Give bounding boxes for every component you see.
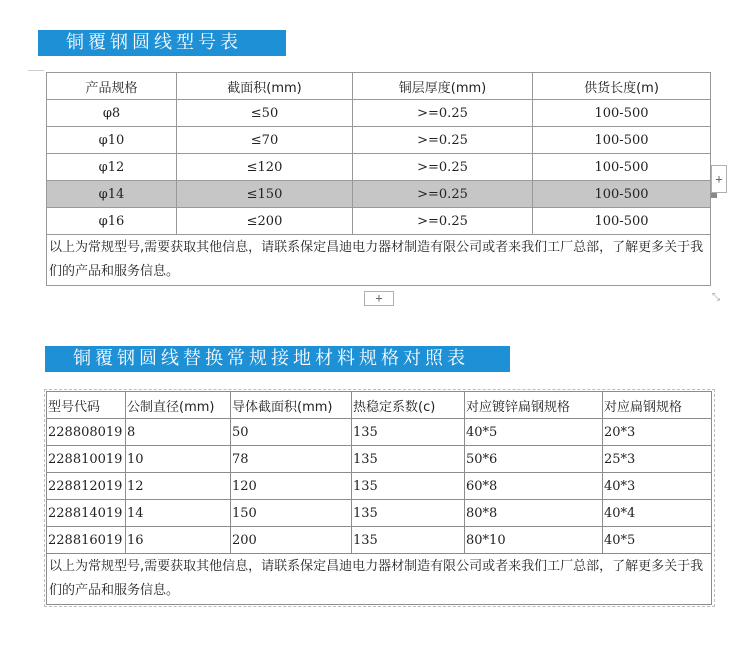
- table-cell: 100-500: [533, 154, 711, 181]
- table-cell: 8: [126, 419, 231, 446]
- table-cell: 228816019: [47, 527, 126, 554]
- table-cell: 228814019: [47, 500, 126, 527]
- table-cell: 228810019: [47, 446, 126, 473]
- header-cell: 公制直径(mm): [126, 392, 231, 419]
- comparison-table: [46, 391, 712, 605]
- table-cell: 135: [352, 446, 465, 473]
- table-cell: 100-500: [533, 181, 711, 208]
- table-cell: ≤50: [177, 100, 353, 127]
- table-cell: 60*8: [465, 473, 603, 500]
- table-cell: 14: [126, 500, 231, 527]
- table-cell: φ8: [47, 100, 177, 127]
- table-cell: 25*3: [603, 446, 712, 473]
- table-cell: 40*3: [603, 473, 712, 500]
- table-cell: 50*6: [465, 446, 603, 473]
- add-row-button[interactable]: +: [364, 291, 394, 306]
- header-cell: 铜层厚度(mm): [353, 73, 533, 100]
- table-cell: 228812019: [47, 473, 126, 500]
- table-row: [47, 208, 711, 235]
- table-cell: >=0.25: [353, 208, 533, 235]
- table-cell: ≤150: [177, 181, 353, 208]
- add-column-button[interactable]: +: [711, 165, 727, 193]
- table-cell: 80*8: [465, 500, 603, 527]
- table-cell: >=0.25: [353, 181, 533, 208]
- table-cell: 20*3: [603, 419, 712, 446]
- table-cell: 200: [231, 527, 352, 554]
- table-cell: 135: [352, 500, 465, 527]
- table-row: [47, 446, 712, 473]
- table-cell: 40*4: [603, 500, 712, 527]
- table-note-row: [47, 554, 712, 605]
- table-header-row: [47, 73, 711, 100]
- table-row: [47, 154, 711, 181]
- table-note: 以上为常规型号,需要获取其他信息，请联系保定昌迪电力器材制造有限公司或者来我们工厂总部，了解更多关于我们的产品和服务信息。: [47, 235, 711, 286]
- model-table: [46, 72, 711, 286]
- table-cell: >=0.25: [353, 127, 533, 154]
- table-cell: φ14: [47, 181, 177, 208]
- table-row: [47, 473, 712, 500]
- table-cell: φ10: [47, 127, 177, 154]
- table-cell: 80*10: [465, 527, 603, 554]
- header-cell: 型号代码: [47, 392, 126, 419]
- table-cell: 40*5: [603, 527, 712, 554]
- table-header-row: [47, 392, 712, 419]
- header-cell: 对应镀锌扁钢规格: [465, 392, 603, 419]
- section-title-model-table: 铜覆钢圆线型号表: [38, 30, 286, 56]
- section-title-comparison-table: 铜覆钢圆线替换常规接地材料规格对照表: [45, 346, 510, 372]
- table-cell: ≤120: [177, 154, 353, 181]
- resize-handle-icon[interactable]: ⤡: [712, 292, 720, 303]
- table-row: [47, 127, 711, 154]
- table-cell: 40*5: [465, 419, 603, 446]
- table-row-selected[interactable]: [47, 181, 711, 208]
- table-cell: 100-500: [533, 100, 711, 127]
- table-cell: ≤70: [177, 127, 353, 154]
- table-cell: 12: [126, 473, 231, 500]
- table-row: [47, 527, 712, 554]
- table-cell: 150: [231, 500, 352, 527]
- table-cell: ≤200: [177, 208, 353, 235]
- table-cell: 135: [352, 473, 465, 500]
- table-row: [47, 419, 712, 446]
- table-cell: 78: [231, 446, 352, 473]
- header-cell: 供货长度(m): [533, 73, 711, 100]
- table-cell: 135: [352, 419, 465, 446]
- table-cell: 100-500: [533, 127, 711, 154]
- table-cell: φ16: [47, 208, 177, 235]
- comparison-table-frame: [44, 389, 715, 607]
- table-cell: 16: [126, 527, 231, 554]
- table-cell: 120: [231, 473, 352, 500]
- header-cell: 截面积(mm): [177, 73, 353, 100]
- header-cell: 产品规格: [47, 73, 177, 100]
- table-cell: >=0.25: [353, 100, 533, 127]
- header-cell: 热稳定系数(c): [352, 392, 465, 419]
- table-cell: 228808019: [47, 419, 126, 446]
- table-cell: φ12: [47, 154, 177, 181]
- table-cell: 135: [352, 527, 465, 554]
- table-note: 以上为常规型号,需要获取其他信息，请联系保定昌迪电力器材制造有限公司或者来我们工厂总部，了解更多关于我们的产品和服务信息。: [47, 554, 712, 605]
- header-cell: 导体截面积(mm): [231, 392, 352, 419]
- table-cell: >=0.25: [353, 154, 533, 181]
- divider: [28, 70, 44, 71]
- table-note-row: [47, 235, 711, 286]
- table-row: [47, 500, 712, 527]
- table-cell: 10: [126, 446, 231, 473]
- table-cell: 100-500: [533, 208, 711, 235]
- table-row: [47, 100, 711, 127]
- table-cell: 50: [231, 419, 352, 446]
- header-cell: 对应扁钢规格: [603, 392, 712, 419]
